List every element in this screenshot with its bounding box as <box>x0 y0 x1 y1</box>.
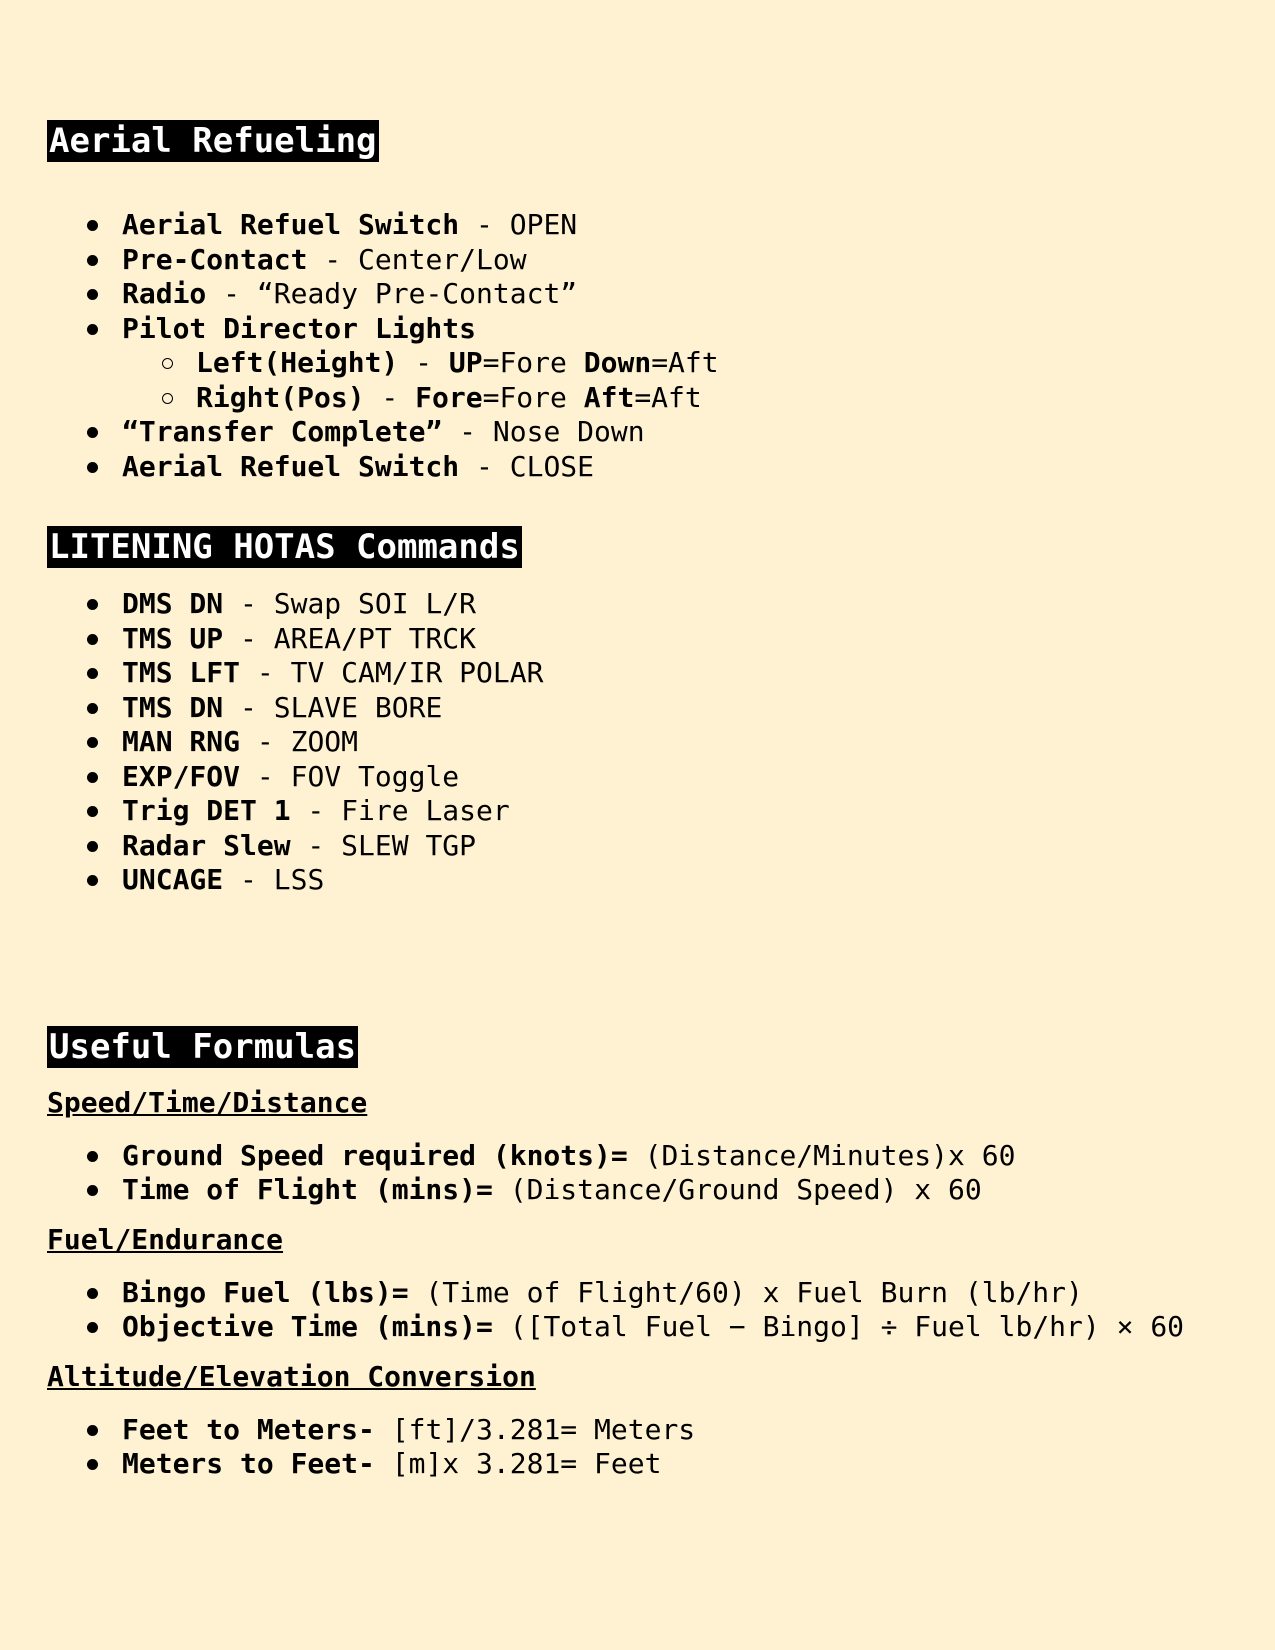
sub-list-item <box>47 346 1247 381</box>
item-label: Aerial Refuel Switch <box>122 208 460 241</box>
aerial-refueling-list-continued <box>47 415 1247 484</box>
item-value: - LSS <box>223 863 325 896</box>
item-label: Objective Time (mins)= <box>122 1310 493 1343</box>
item-value: - Fire Laser <box>290 794 510 827</box>
sub-item-value: =Aft <box>634 380 702 414</box>
sub-item-key: Down <box>583 346 652 379</box>
item-label: MAN RNG <box>122 725 241 758</box>
sub-item-key: Aft <box>583 380 635 414</box>
fuel-formulas-list <box>47 1276 1247 1345</box>
list-item <box>47 794 1247 829</box>
speed-time-distance-subheading: Speed/Time/Distance <box>47 1085 368 1119</box>
sub-item-separator: - <box>398 346 449 379</box>
list-item <box>47 208 1247 243</box>
item-value: - FOV Toggle <box>240 759 460 793</box>
sub-list-item <box>47 381 1247 416</box>
item-label: TMS UP <box>122 621 224 655</box>
list-item <box>47 450 1247 485</box>
item-value: - ZOOM <box>240 725 359 758</box>
item-value: - Center/Low <box>307 242 527 276</box>
sub-item-key: Fore <box>415 380 483 414</box>
item-label: TMS DN <box>122 690 224 724</box>
list-item <box>47 1447 1247 1482</box>
list-item <box>47 277 1247 312</box>
item-label: Ground Speed required (knots)= <box>122 1138 628 1172</box>
item-label: Feet to Meters- <box>122 1412 375 1446</box>
list-item <box>47 1139 1247 1174</box>
aerial-refueling-list <box>47 208 1247 346</box>
item-label: Bingo Fuel (lbs)= <box>122 1275 409 1309</box>
item-value: ([Total Fuel − Bingo] ÷ Fuel lb/hr) × 60 <box>492 1310 1185 1343</box>
item-label: TMS LFT <box>122 656 241 689</box>
aerial-refueling-section <box>47 120 1247 484</box>
item-value: - CLOSE <box>459 449 595 483</box>
list-item <box>47 587 1247 622</box>
list-item <box>47 1310 1247 1345</box>
item-value: - AREA/PT TRCK <box>223 621 477 655</box>
sub-item-label: Right(Pos) <box>196 380 365 414</box>
hotas-list <box>47 587 1247 898</box>
list-item <box>47 760 1247 795</box>
list-item <box>47 725 1247 760</box>
item-value: - SLAVE BORE <box>223 690 443 724</box>
item-label: Meters to Feet- <box>122 1447 375 1480</box>
item-value: - Swap SOI L/R <box>223 587 477 620</box>
item-label: Radar Slew <box>122 828 291 862</box>
pilot-director-lights-sublist <box>47 346 1247 415</box>
item-value: - Nose Down <box>442 415 645 448</box>
aerial-refueling-heading: Aerial Refueling <box>49 121 377 161</box>
item-label: “Transfer Complete” <box>122 415 443 448</box>
list-item <box>47 1276 1247 1311</box>
item-value: [m]x 3.281= Feet <box>374 1447 662 1480</box>
list-item <box>47 415 1247 450</box>
altitude-formulas-list <box>47 1413 1247 1482</box>
document-page <box>47 120 1247 1482</box>
item-value: [ft]/3.281= Meters <box>374 1412 696 1446</box>
item-value: (Distance/Minutes)x 60 <box>627 1138 1016 1172</box>
sub-item-label: Left(Height) <box>196 346 399 379</box>
item-label: Trig DET 1 <box>122 794 291 827</box>
formulas-section <box>47 1026 1247 1482</box>
sub-item-value: =Fore <box>482 380 584 414</box>
item-value: - SLEW TGP <box>290 828 477 862</box>
item-label: Radio <box>122 277 207 310</box>
speed-formulas-list <box>47 1139 1247 1208</box>
list-item <box>47 863 1247 898</box>
item-label: Pre-Contact <box>122 242 308 276</box>
item-label: Aerial Refuel Switch <box>122 449 460 483</box>
item-value: - TV CAM/IR POLAR <box>240 656 544 689</box>
sub-item-value: =Aft <box>651 346 719 379</box>
list-item <box>47 691 1247 726</box>
sub-item-value: =Fore <box>482 346 584 379</box>
item-label: EXP/FOV <box>122 759 241 793</box>
altitude-conversion-subheading: Altitude/Elevation Conversion <box>47 1359 536 1393</box>
list-item <box>47 243 1247 278</box>
item-label: UNCAGE <box>122 863 224 896</box>
fuel-endurance-subheading: Fuel/Endurance <box>47 1222 284 1256</box>
item-label: Pilot Director Lights <box>122 311 477 345</box>
item-label: Time of Flight (mins)= <box>122 1173 493 1206</box>
item-label: DMS DN <box>122 587 224 620</box>
item-value: - “Ready Pre-Contact” <box>206 277 578 310</box>
list-item <box>47 656 1247 691</box>
sub-item-key: UP <box>448 346 483 379</box>
formulas-heading: Useful Formulas <box>49 1026 357 1067</box>
item-value: (Distance/Ground Speed) x 60 <box>492 1173 982 1206</box>
sub-item-separator: - <box>364 380 416 414</box>
hotas-heading: LITENING HOTAS Commands <box>49 527 520 567</box>
hotas-section <box>47 526 1247 898</box>
list-item <box>47 829 1247 864</box>
list-item <box>47 1173 1247 1208</box>
item-value: (Time of Flight/60) x Fuel Burn (lb/hr) <box>408 1275 1083 1309</box>
list-item <box>47 622 1247 657</box>
list-item <box>47 312 1247 347</box>
item-value: - OPEN <box>459 208 578 241</box>
list-item <box>47 1413 1247 1448</box>
